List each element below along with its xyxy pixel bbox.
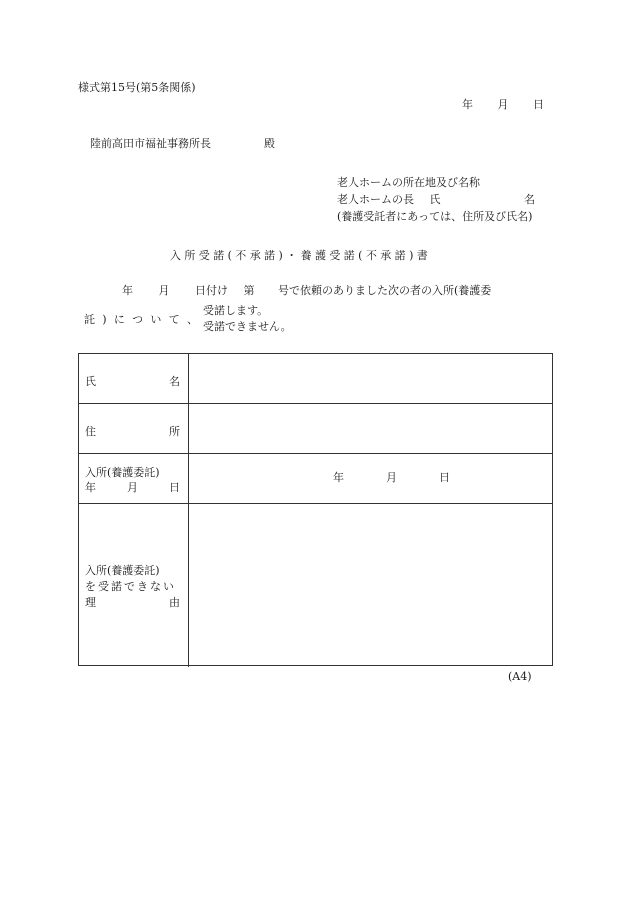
table-row-reason xyxy=(79,504,552,667)
paper-size: (A4) xyxy=(508,670,532,683)
body-line2-char: ) xyxy=(102,313,107,326)
admission-date-label-line1: 入所(養護委託) xyxy=(85,466,160,479)
body-line2 xyxy=(84,313,198,326)
name-field[interactable] xyxy=(189,354,552,403)
address-label-char: 所 xyxy=(169,425,180,438)
table-row-admission-date xyxy=(79,454,552,504)
table-row-address xyxy=(79,404,552,454)
body-date-suffix: 日付け xyxy=(195,284,228,297)
reason-label-line1: 入所(養護委託) xyxy=(85,564,160,577)
applicant-table xyxy=(78,353,553,666)
body-number-prefix: 第 xyxy=(243,284,255,297)
admission-date-field[interactable] xyxy=(189,454,552,503)
document-title: 入所受諾(不承諾)・養護受諾(不承諾)書 xyxy=(170,249,432,262)
body-request-text: 号で依頼のありました次の者の入所(養護委 xyxy=(278,284,492,297)
reason-field[interactable] xyxy=(189,504,552,667)
header-date-year: 年 xyxy=(462,98,473,111)
body-year: 年 xyxy=(122,284,133,297)
reason-label-char: 由 xyxy=(169,596,180,609)
reason-label-line2: を受諾できない xyxy=(85,580,176,593)
body-line2-char: 、 xyxy=(186,313,198,326)
address-field[interactable] xyxy=(189,404,552,453)
name-label xyxy=(79,354,189,403)
sender-director-title: 老人ホームの長 xyxy=(337,193,414,206)
admission-date-month: 月 xyxy=(386,471,397,484)
admission-date-day: 日 xyxy=(439,471,450,484)
addressee-honorific: 殿 xyxy=(264,137,275,150)
sender-director xyxy=(337,193,535,206)
body-line1 xyxy=(122,284,491,297)
address-label xyxy=(79,404,189,453)
admission-date-label xyxy=(79,454,189,503)
header-date xyxy=(462,98,544,111)
body-line2-char: に xyxy=(113,313,125,326)
admission-date-year: 年 xyxy=(333,471,344,484)
reason-label-char: 理 xyxy=(85,596,96,609)
sender-director-mei: 名 xyxy=(524,193,535,206)
addressee-office: 陸前高田市福祉事務所長 xyxy=(90,137,211,150)
sender-director-shi: 氏 xyxy=(429,193,441,206)
address-label-char: 住 xyxy=(85,425,96,438)
body-line2-char: い xyxy=(150,313,162,326)
admission-date-label-day: 日 xyxy=(169,481,180,494)
choice-decline: 受諾できません。 xyxy=(203,320,292,333)
body-line2-char: つ xyxy=(132,313,144,326)
reason-label xyxy=(79,504,189,667)
name-label-char: 名 xyxy=(169,375,180,388)
admission-date-label-year: 年 xyxy=(85,481,96,494)
sender-location-name: 老人ホームの所在地及び名称 xyxy=(337,176,480,189)
header-date-month: 月 xyxy=(497,98,509,111)
form-number: 様式第15号(第5条関係) xyxy=(78,81,196,94)
body-line2-char: て xyxy=(168,313,180,326)
body-line2-char: 託 xyxy=(84,313,95,326)
name-label-char: 氏 xyxy=(85,375,96,388)
body-month: 月 xyxy=(158,284,170,297)
header-date-day: 日 xyxy=(533,98,544,111)
sender-note: (養護受託者にあっては、住所及び氏名) xyxy=(337,210,533,223)
table-row-name xyxy=(79,354,552,404)
choice-accept: 受諾します。 xyxy=(203,304,269,317)
admission-date-label-month: 月 xyxy=(127,481,138,494)
